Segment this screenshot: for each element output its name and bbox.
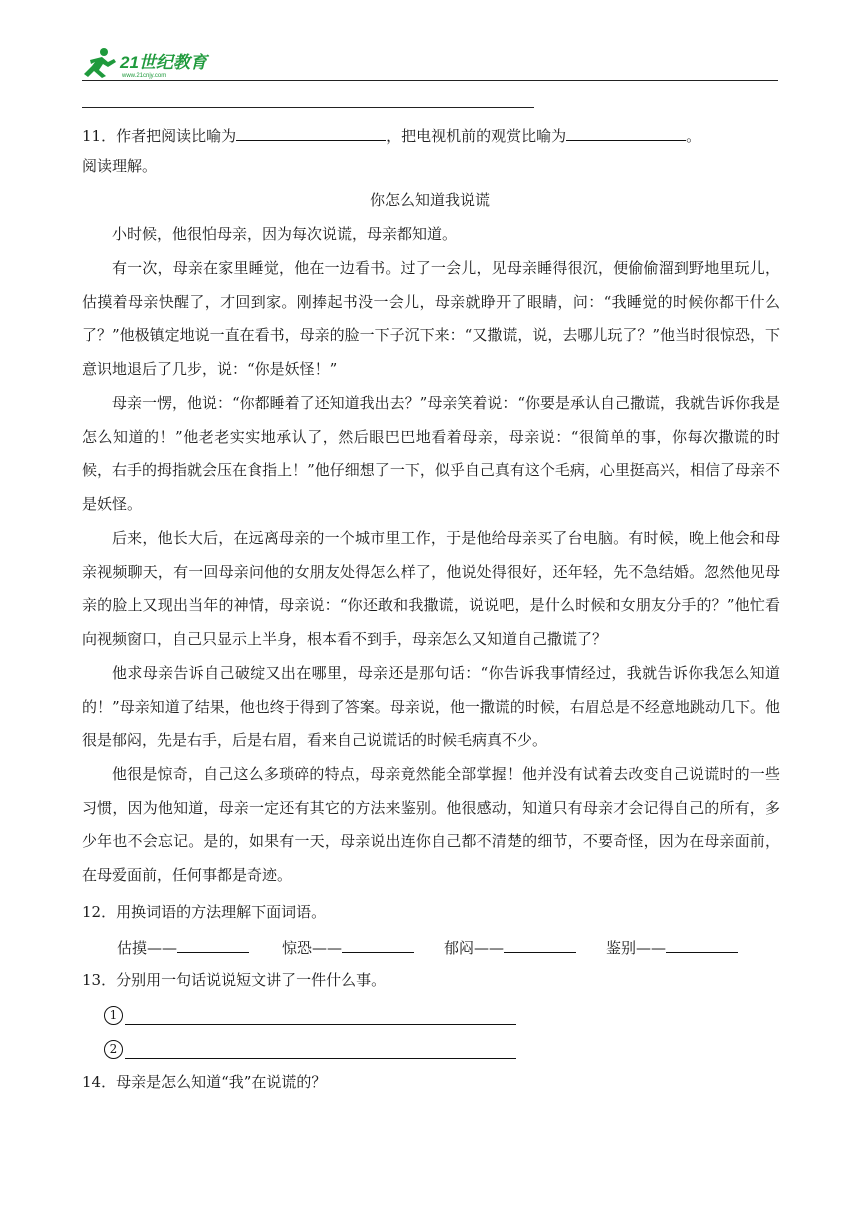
question-13-prompt: 13．分别用一句话说说短文讲了一件什么事。 — [82, 971, 387, 989]
article-paragraph-5: 他求母亲告诉自己破绽又出在哪里，母亲还是那句话：“你告诉我事情经过，我就告诉你我怎么知道的！”母亲知道了结果，他也终于得到了答案。母亲说，他一撒谎的时候，右眉总是不经意地跳动几下。他很是郁闷，先是右手，后是右眉，看来自己说谎话的时候毛病真不少。 — [82, 664, 780, 749]
q11-blank-1[interactable] — [236, 124, 386, 141]
q11-text-c: 。 — [686, 127, 702, 145]
article-paragraph-2: 有一次，母亲在家里睡觉，他在一边看书。过了一会儿，见母亲睡得很沉，便偷偷溜到野地里玩儿，估摸着母亲快醒了，才回到家。刚捧起书没一会儿，母亲就睁开了眼睛，问：“我睡觉的时候你都干什么了？”他极镇定地说一直在看书，母亲的脸一下子沉下来：“又撒谎，说，去哪儿玩了？”他当时很惊恐，下意识地退后了几步，说：“你是妖怪！” — [82, 259, 781, 378]
article-paragraph-4: 后来，他长大后，在远离母亲的一个城市里工作，于是他给母亲买了台电脑。有时候，晚上他会和母亲视频聊天，有一回母亲问他的女朋友处得怎么样了，他说处得很好，还年轻，先不急结婚。忽然他见母亲的脸上又现出当年的神情，母亲说：“你还敢和我撒谎，说说吧，是什么时候和女朋友分手的？”他忙看向视频窗口，自己只显示上半身，根本看不到手，母亲怎么又知道自己撒谎了？ — [82, 529, 780, 648]
question-14-prompt: 14．母亲是怎么知道“我”在说谎的？ — [82, 1073, 327, 1091]
q12-term-1: 估摸—— — [117, 939, 178, 957]
q13-marker-2: 2 — [104, 1040, 123, 1059]
q12-blank-2[interactable] — [342, 936, 414, 953]
article-title: 你怎么知道我说谎 — [369, 191, 490, 209]
article-paragraph-1: 小时候，他很怕母亲，因为每次说谎，母亲都知道。 — [112, 225, 458, 243]
q13-answer-1 — [104, 1004, 516, 1025]
q12-item-3 — [444, 936, 576, 958]
question-12-prompt: 12．用换词语的方法理解下面词语。 — [82, 903, 327, 921]
q12-item-1 — [117, 936, 249, 958]
header-divider — [82, 80, 778, 81]
q12-blank-3[interactable] — [504, 936, 576, 953]
brand-logo — [82, 46, 212, 80]
section-label: 阅读理解。 — [82, 157, 158, 175]
q12-blank-1[interactable] — [177, 936, 249, 953]
q12-item-2 — [282, 936, 414, 958]
question-11 — [82, 124, 701, 146]
q12-item-4 — [606, 936, 738, 958]
running-figure-icon — [84, 48, 116, 78]
q11-text-b: ，把电视机前的观赏比喻为 — [386, 127, 567, 145]
q13-answer-line-2[interactable] — [125, 1042, 516, 1059]
article-paragraph-6: 他很是惊奇，自己这么多琐碎的特点，母亲竟然能全部掌握！他并没有试着去改变自己说谎时的一些习惯，因为他知道，母亲一定还有其它的方法来鉴别。他很感动，知道只有母亲才会记得自己的所有，多少年也不会忘记。是的，如果有一天，母亲说出连你自己都不清楚的细节，不要奇怪，因为在母亲面前，在母爱面前，任何事都是奇迹。 — [82, 765, 780, 884]
q13-answer-line-1[interactable] — [125, 1008, 516, 1025]
q11-blank-2[interactable] — [566, 124, 686, 141]
q12-term-3: 郁闷—— — [444, 939, 505, 957]
article-paragraph-3: 母亲一愣，他说：“你都睡着了还知道我出去？”母亲笑着说：“你要是承认自己撒谎，我就告诉你我是怎么知道的！”他老老实实地承认了，然后眼巴巴地看着母亲，母亲说：“很简单的事，你每次撒谎的时候，右手的拇指就会压在食指上！”他仔细想了一下，似乎自己真有这个毛病，心里挺高兴，相信了母亲不是妖怪。 — [82, 394, 781, 513]
q12-blank-4[interactable] — [666, 936, 738, 953]
q12-term-2: 惊恐—— — [282, 939, 343, 957]
q13-answer-2 — [104, 1038, 516, 1059]
logo-url: www.21cnjy.com — [122, 73, 167, 79]
answer-line-previous — [82, 107, 534, 108]
q11-text-a: 11．作者把阅读比喻为 — [82, 127, 237, 145]
q13-marker-1: 1 — [104, 1006, 123, 1025]
q12-term-4: 鉴别—— — [606, 939, 667, 957]
logo-wordmark: 21世纪教育 — [120, 53, 207, 72]
